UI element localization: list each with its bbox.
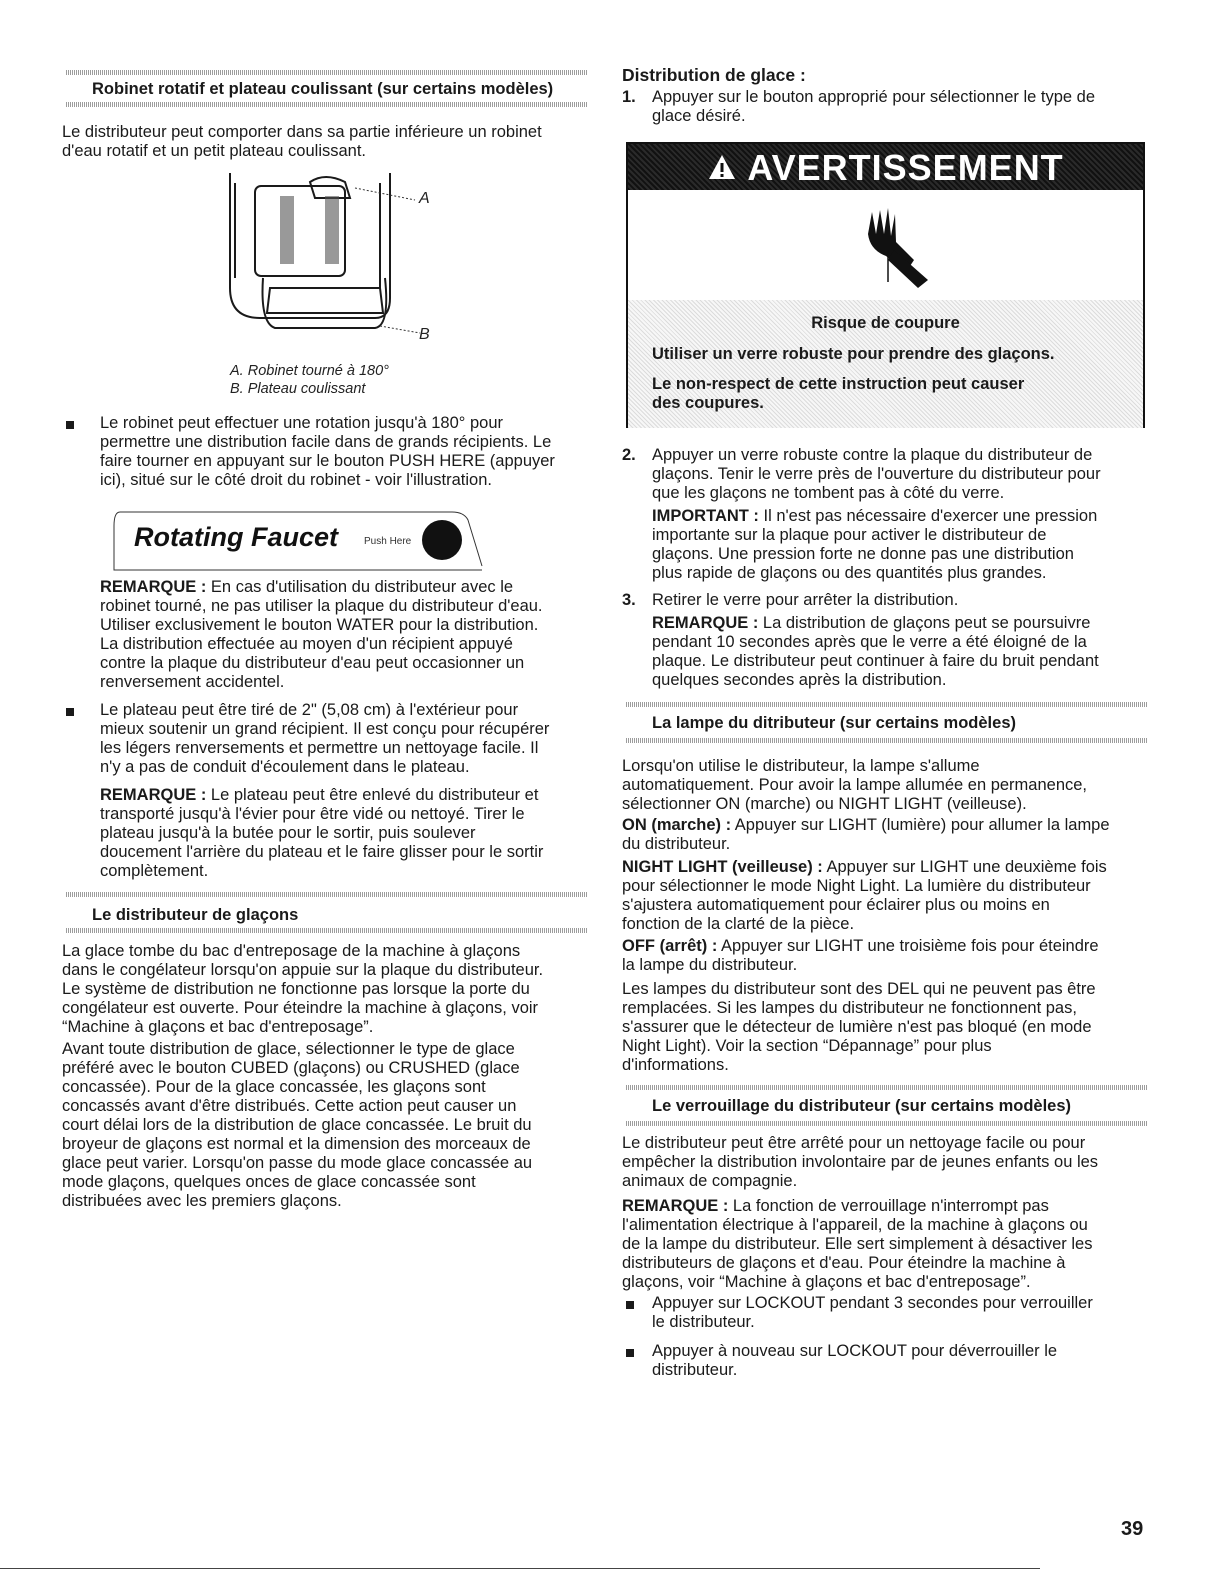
section-divider [626, 1121, 1148, 1126]
text-line: Le plateau peut être enlevé du distributeur et [206, 786, 539, 804]
text-line: d'eau rotatif et un petit plateau coulissant. [62, 142, 367, 160]
text-line: distribuées avec les premiers glaçons. [62, 1192, 342, 1210]
step-number: 1. [622, 88, 636, 106]
text-line: automatiquement. Pour avoir la lampe allumée en permanence, [622, 776, 1088, 794]
on-label: ON (marche) : [622, 816, 732, 834]
text-line: ici), situé sur le côté droit du robinet - voir l'illustration. [100, 471, 492, 489]
remarque-label: REMARQUE : [100, 578, 207, 596]
lamp-night [622, 858, 1152, 934]
text-line: Appuyer sur LOCKOUT pendant 3 secondes pour verrouiller [652, 1294, 1093, 1312]
text-line: faire tourner en appuyant sur le bouton PUSH HERE (appuyer [100, 452, 555, 470]
off-label: OFF (arrêt) : [622, 937, 718, 955]
text-line: Appuyer sur LIGHT une deuxième fois [822, 858, 1107, 876]
text-line: dans le congélateur lorsqu'on appuie sur la plaque du distributeur. [62, 961, 544, 979]
lock-remarque [622, 1197, 1152, 1292]
distribution-heading: Distribution de glace : [622, 65, 806, 85]
text-line: que les glaçons ne tombent pas à côté du verre. [652, 484, 1005, 502]
section-heading-robinet: Robinet rotatif et plateau coulissant (sur certains modèles) [92, 80, 554, 98]
intro-paragraph [62, 123, 592, 161]
lamp-paragraph [622, 757, 1152, 814]
push-here-circle-icon [422, 520, 462, 560]
section-divider [626, 1085, 1148, 1090]
warning-line-1: Utiliser un verre robuste pour prendre des glaçons. [652, 345, 1055, 363]
lamp-on [622, 816, 1152, 854]
text-line: Il n'est pas nécessaire d'exercer une pression [758, 507, 1098, 525]
text-line: Appuyer sur LIGHT une troisième fois pour éteindre [717, 937, 1099, 955]
text-line: pendant 10 secondes après que le verre a été éloigné de la [652, 633, 1087, 651]
text-line: distributeurs de glaçons et d'eau. Pour éteindre la machine à [622, 1254, 1066, 1272]
text-line: fonction de la clarté de la pièce. [622, 915, 855, 933]
important-label: IMPORTANT : [652, 507, 759, 525]
figure-label-a: A [419, 190, 430, 207]
text-line: Night Light). Voir la section “Dépannage” pour plus [622, 1037, 992, 1055]
text-line: glaçons, voir “Machine à glaçons et bac d'entreposage”. [622, 1273, 1031, 1291]
warning-line-2a: Le non-respect de cette instruction peut causer [652, 375, 1025, 393]
step-number: 2. [622, 446, 636, 464]
text-line: distributeur. [652, 1361, 738, 1379]
text-line: les légers renversements et permettre un nettoyage facile. Il [100, 739, 539, 757]
figure-caption-b: B. Plateau coulissant [230, 381, 366, 397]
warning-line-2b: des coupures. [652, 394, 764, 412]
text-line: concassée). Pour de la glace concassée, les glaçons sont [62, 1078, 486, 1096]
lock-bullet-1 [652, 1294, 1152, 1332]
text-line: Le distributeur peut être arrêté pour un nettoyage facile ou pour [622, 1134, 1086, 1152]
text-line: mode glaçons, quelques onces de glace concassée sont [62, 1173, 476, 1191]
cut-hand-icon [854, 202, 934, 292]
text-line: Appuyer un verre robuste contre la plaque du distributeur de [652, 446, 1093, 464]
text-line: Le plateau peut être tiré de 2" (5,08 cm) à l'extérieur pour [100, 701, 519, 719]
text-line: pour sélectionner le mode Night Light. La lumière du distributeur [622, 877, 1091, 895]
page-number: 39 [1121, 1518, 1144, 1540]
text-line: glaçons. Tenir le verre près de l'ouverture du distributeur pour [652, 465, 1101, 483]
text-line: Le distributeur peut comporter dans sa partie inférieure un robinet [62, 123, 542, 141]
text-line: Avant toute distribution de glace, sélectionner le type de glace [62, 1040, 515, 1058]
section-divider [626, 702, 1148, 707]
bullet-marker [626, 1349, 634, 1357]
bullet-marker [66, 708, 74, 716]
text-line: concassés avant d'être distribués. Cette action peut causer un [62, 1097, 517, 1115]
remarque-label: REMARQUE : [622, 1197, 729, 1215]
text-line: de la lampe du distributeur. Elle sert simplement à désactiver les [622, 1235, 1093, 1253]
remarque-plateau [100, 786, 592, 881]
text-line: Le robinet peut effectuer une rotation jusqu'à 180° pour [100, 414, 503, 432]
bottom-rule [0, 1568, 1040, 1569]
warning-title: AVERTISSEMENT [747, 146, 1064, 188]
lamp-off [622, 937, 1152, 975]
text-line: La fonction de verrouillage n'interrompt pas [728, 1197, 1049, 1215]
lock-paragraph [622, 1134, 1152, 1191]
night-light-label: NIGHT LIGHT (veilleuse) : [622, 858, 823, 876]
text-line: plaque. Le distributeur peut continuer à faire du bruit pendant [652, 652, 1099, 670]
warning-box [626, 142, 1145, 428]
text-line: La glace tombe du bac d'entreposage de la machine à glaçons [62, 942, 521, 960]
text-line: préféré avec le bouton CUBED (glaçons) ou CRUSHED (glace [62, 1059, 520, 1077]
text-line: remplacées. Si les lampes du distributeur ne fonctionnent pas, [622, 999, 1077, 1017]
important-note [652, 507, 1152, 583]
text-line: congélateur est ouverte. Pour éteindre la machine à glaçons, voir [62, 999, 539, 1017]
text-line: glace désiré. [652, 107, 746, 125]
section-divider [66, 928, 588, 933]
text-line: broyeur de glaçons est normal et la dimension des morceaux de [62, 1135, 531, 1153]
text-line: mieux soutenir un grand récipient. Il est conçu pour récupérer [100, 720, 550, 738]
text-line: En cas d'utilisation du distributeur avec le [206, 578, 514, 596]
text-line: Appuyer à nouveau sur LOCKOUT pour déverrouiller le [652, 1342, 1058, 1360]
text-line: permettre une distribution facile dans de grands récipients. Le [100, 433, 552, 451]
text-line: glace peut varier. Lorsqu'on passe du mode glace concassée au [62, 1154, 533, 1172]
section-heading-verrouillage: Le verrouillage du distributeur (sur certains modèles) [652, 1097, 1072, 1115]
text-line: empêcher la distribution involontaire par de jeunes enfants ou les [622, 1153, 1099, 1171]
text-line: Appuyer sur LIGHT (lumière) pour allumer la lampe [731, 816, 1110, 834]
step-3: Retirer le verre pour arrêter la distribution. [652, 591, 959, 609]
text-line: plateau jusqu'à la butée pour le sortir, puis soulever [100, 824, 476, 842]
warning-title-bar [628, 144, 1143, 190]
text-line: Les lampes du distributeur sont des DEL qui ne peuvent pas être [622, 980, 1096, 998]
text-line: robinet tourné, ne pas utiliser la plaque du distributeur d'eau. [100, 597, 543, 615]
section-divider [626, 738, 1148, 743]
remarque-robinet [100, 578, 592, 692]
text-line: n'y a pas de conduit d'écoulement dans le plateau. [100, 758, 470, 776]
rotating-faucet-illustration [92, 506, 484, 572]
warning-triangle-icon [707, 153, 737, 181]
text-line: complètement. [100, 862, 209, 880]
paragraph-glace [62, 942, 592, 1037]
figure-caption-a: A. Robinet tourné à 180° [230, 363, 389, 379]
remarque-label: REMARQUE : [652, 614, 759, 632]
text-line: importante sur la plaque pour activer le distributeur de [652, 526, 1047, 544]
remarque-label: REMARQUE : [100, 786, 207, 804]
text-line: renversement accidentel. [100, 673, 285, 691]
step-1 [652, 88, 1152, 126]
text-line: le distributeur. [652, 1313, 755, 1331]
text-line: “Machine à glaçons et bac d'entreposage”. [62, 1018, 374, 1036]
remarque-distribution [652, 614, 1152, 690]
text-line: la lampe du distributeur. [622, 956, 798, 974]
section-divider [66, 102, 588, 107]
text-line: La distribution effectuée au moyen d'un récipient appuyé [100, 635, 513, 653]
text-line: Utiliser exclusivement le bouton WATER pour la distribution. [100, 616, 539, 634]
text-line: animaux de compagnie. [622, 1172, 798, 1190]
warning-text-area [628, 300, 1143, 428]
section-divider [66, 70, 588, 75]
text-line: transporté jusqu'à l'évier pour être vidé ou nettoyé. Tirer le [100, 805, 525, 823]
text-line: Lorsqu'on utilise le distributeur, la lampe s'allume [622, 757, 980, 775]
text-line: sélectionner ON (marche) ou NIGHT LIGHT (veilleuse). [622, 795, 1027, 813]
lamp-del-paragraph [622, 980, 1152, 1075]
text-line: La distribution de glaçons peut se poursuivre [758, 614, 1091, 632]
dispenser-illustration [215, 168, 445, 363]
figure-label-b: B [419, 326, 430, 343]
text-line: doucement l'arrière du plateau et le faire glisser pour le sortir [100, 843, 544, 861]
bullet-marker [66, 421, 74, 429]
warning-risk: Risque de coupure [811, 314, 960, 332]
step-number: 3. [622, 591, 636, 609]
section-divider [66, 892, 588, 897]
text-line: plus rapide de glaçons ou des quantités plus grandes. [652, 564, 1047, 582]
text-line: Le système de distribution ne fonctionne pas lorsque la porte du [62, 980, 530, 998]
text-line: quelques secondes après la distribution. [652, 671, 947, 689]
section-heading-lampe: La lampe du ditributeur (sur certains modèles) [652, 714, 1016, 732]
bullet-rotation [100, 414, 592, 490]
text-line: l'alimentation électrique à l'appareil, de la machine à glaçons ou [622, 1216, 1088, 1234]
text-line: glaçons. Une pression forte ne donne pas une distribution [652, 545, 1074, 563]
paragraph-type-glace [62, 1040, 592, 1211]
lock-bullet-2 [652, 1342, 1152, 1380]
text-line: contre la plaque du distributeur d'eau peut occasionner un [100, 654, 525, 672]
step-2 [652, 446, 1152, 503]
rotating-faucet-label: Rotating Faucet [134, 522, 339, 552]
text-line: du distributeur. [622, 835, 731, 853]
text-line: court délai lors de la distribution de glace concassée. Le bruit du [62, 1116, 532, 1134]
bullet-marker [626, 1301, 634, 1309]
bullet-plateau [100, 701, 592, 777]
text-line: s'assurer que le détecteur de lumière n'est pas bloqué (en mode [622, 1018, 1092, 1036]
push-here-label: Push Here [364, 536, 412, 547]
text-line: s'ajustera automatiquement pour éclairer plus ou moins en [622, 896, 1050, 914]
text-line: d'informations. [622, 1056, 729, 1074]
text-line: Appuyer sur le bouton approprié pour sélectionner le type de [652, 88, 1096, 106]
section-heading-distributeur-glacons: Le distributeur de glaçons [92, 906, 299, 924]
